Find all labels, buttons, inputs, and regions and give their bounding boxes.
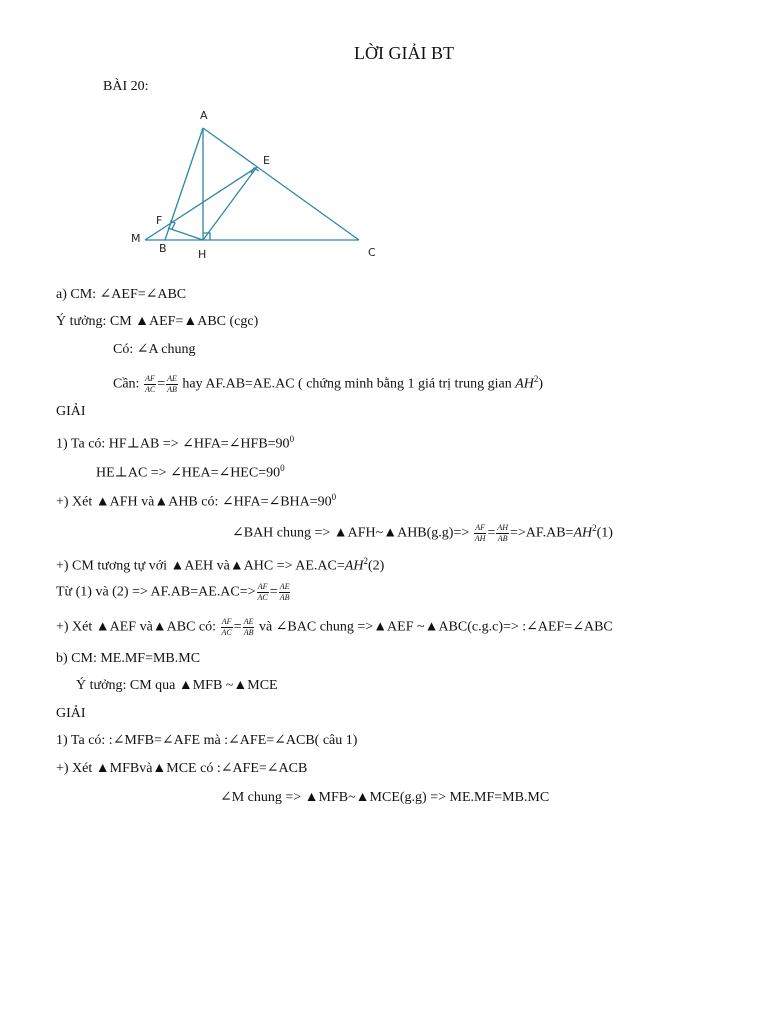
triangle-figure bbox=[125, 100, 395, 270]
segment-he bbox=[203, 167, 257, 240]
solution-heading-a: GIẢI bbox=[56, 404, 86, 419]
step-1: 1) Ta có: HF⊥AB => $\angle HFA=\angle HFB=90^0$ bbox=[56, 434, 295, 452]
step-3: ∠BAH chung => ▲AFH~▲AHB(g.g)=> $\frac{AF}{AH}$ = $\frac{AH}{AB}$ $=>AF.AB=AH^2(1)$ bbox=[232, 522, 613, 543]
part-a-goal: a) CM: ∠AEF=∠ABC bbox=[56, 287, 187, 302]
step-2: +) Xét ▲AFH và▲AHB có: $\angle HFA=\angle BHA=90^0$ bbox=[56, 492, 337, 510]
step-5: Từ (1) và (2) => AF.AB=AE.AC=> $\frac{AF}{AC}$ = $\frac{AE}{AB}$ bbox=[56, 582, 290, 602]
segment-hf bbox=[168, 228, 203, 240]
label-e: E bbox=[263, 154, 270, 167]
label-a: A bbox=[200, 109, 208, 122]
step-1b: HE⊥AC => $\angle HEA=\angle HEC=90^0$ bbox=[96, 463, 285, 481]
label-b: B bbox=[159, 242, 167, 255]
step-6: +) Xét ▲AEF và▲ABC có: $\frac{AF}{AC}$ = $\frac{AE}{AB}$ và ∠BAC chung =>▲AEF ~▲ABC(c.g.c)=> :∠AEF=∠ABC bbox=[56, 617, 613, 637]
label-f: F bbox=[156, 214, 163, 227]
part-b-goal: b) CM: ME.MF=MB.MC bbox=[56, 651, 201, 666]
page-title: LỜI GIẢI BT bbox=[354, 43, 454, 63]
segment-ac bbox=[203, 128, 359, 240]
part-b-step-1: 1) Ta có: :∠MFB=∠AFE mà :∠AFE=∠ACB( câu 1) bbox=[56, 733, 358, 748]
segment-me bbox=[145, 167, 257, 240]
label-c: C bbox=[368, 246, 376, 259]
label-m: M bbox=[131, 232, 141, 245]
label-h: H bbox=[198, 248, 207, 261]
part-b-step-2: +) Xét ▲MFBvà▲MCE có :∠AFE=∠ACB bbox=[56, 761, 308, 776]
part-b-step-3: ∠M chung => ▲MFB~▲MCE(g.g) => ME.MF=MB.MC bbox=[220, 790, 550, 805]
part-a-need: Cần: $\frac{AF}{AC}$ = $\frac{AE}{AB}$ hay AF.AB=AE.AC ( chứng minh bằng 1 giá trị trung gian $AH^2$) bbox=[113, 373, 544, 394]
part-a-idea: Ý tưởng: CM ▲AEF=▲ABC (cgc) bbox=[56, 314, 259, 329]
problem-number: BÀI 20: bbox=[103, 79, 149, 94]
part-b-idea: Ý tưởng: CM qua ▲MFB ~▲MCE bbox=[76, 678, 278, 693]
step-4: +) CM tương tự với ▲AEH và▲AHC => $AE.AC=AH^2(2)$ bbox=[56, 556, 385, 574]
part-a-have: Có: ∠A chung bbox=[113, 342, 196, 357]
solution-heading-b: GIẢI bbox=[56, 706, 86, 721]
